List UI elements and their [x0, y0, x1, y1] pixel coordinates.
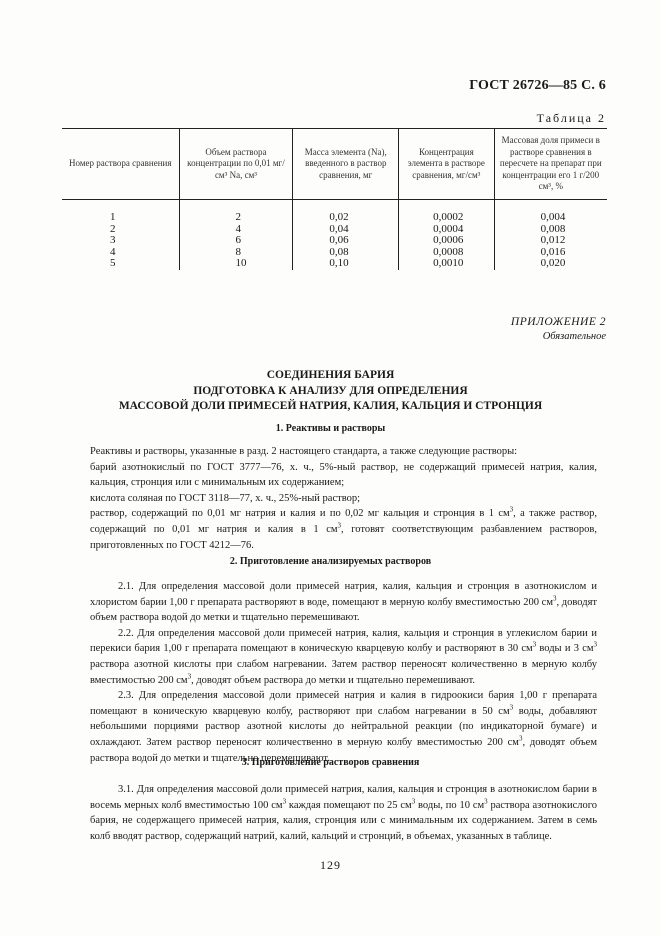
table-cell: 0,020 — [494, 258, 607, 270]
paragraph: раствор, содержащий по 0,01 мг натрия и калия и по 0,02 мг кальция и стронция в 1 $см^3$, а также раствор, содержащий по 0,01 мг натрия и калия в 1 $см^3$, готовят соответствующим разбавлением растворов, приготовленных по ГОСТ 4212—76. — [90, 505, 597, 551]
column-header: Масса элемента (Na), введенного в раствор сравнения, мг — [293, 129, 399, 200]
table-cell: 0,012 — [494, 235, 607, 247]
table-header-row — [62, 129, 607, 200]
section-1-body — [90, 444, 597, 553]
table-cell: 0,0006 — [399, 235, 494, 247]
paragraph: 2.3. Для определения массовой доли примесей натрия и калия в гидроокиси бария 1,00 г препарата помещают в коническую кварцевую колбу, растворяют при слабом нагревании в 50 $см^3$ воды, добавляют небольшими порциями раствор азотной кислоты до нейтральной реакции (по индикаторной бумаге) и охлаждают. Затем раствор переносят количественно в мерную колбу вместимостью 200 $см^3$, доводят объем раствора водой до метки и тщательно перемешивают. — [90, 690, 598, 764]
reference-solutions-table — [62, 128, 607, 270]
paragraph: 2.2. Для определения массовой доли примесей натрия, калия, кальция и стронция в углекислом барии и перекиси бария 1,00 г препарата помещают в коническую кварцевую колбу и растворяют в 30 $см^3$ воды и 3 $см^3$ раствора азотной кислоты при слабом нагревании. Затем раствор переносят количественно в мерную колбу вместимостью 200 $см^3$, доводят объем раствора до метки и тщательно перемешивают. — [90, 627, 597, 686]
section-2-body — [90, 579, 597, 766]
main-title-line: МАССОВОЙ ДОЛИ ПРИМЕСЕЙ НАТРИЯ, КАЛИЯ, КАЛЬЦИЯ И СТРОНЦИЯ — [118, 400, 543, 412]
paragraph: 2.1. Для определения массовой доли примесей натрия, калия, кальция и стронция в азотнокислом и хлористом барии 1,00 г препарата растворяют в воде, помещают в мерную колбу вместимостью 200 $см^3$, доводят объем раствора водой до метки и тщательно перемешивают. — [90, 581, 597, 624]
main-title-line: СОЕДИНЕНИЯ БАРИЯ — [266, 369, 395, 381]
table-cell: 6 — [179, 235, 293, 247]
section-heading: 3. Приготовление растворов сравнения — [241, 757, 420, 768]
table-cell: 2 — [179, 212, 293, 224]
table-cell: 2 — [110, 222, 116, 235]
column-header: Объем раствора концентрации по 0,01 мг/см³ Na, см³ — [179, 129, 293, 200]
table-cell: 0,02 — [293, 212, 399, 224]
table-cell: 0,06 — [293, 235, 399, 247]
main-title — [0, 368, 661, 415]
table-cell: 0,0008 — [399, 247, 494, 259]
paragraph: кислота соляная по ГОСТ 3118—77, х. ч., 25%-ный раствор; — [90, 492, 361, 504]
column-header: Массовая доля примеси в растворе сравнения в пересчете на препарат при концентрации его 1 г/200 см³, % — [494, 129, 607, 200]
main-title-line: ПОДГОТОВКА К АНАЛИЗУ ДЛЯ ОПРЕДЕЛЕНИЯ — [193, 384, 468, 397]
table-cell: 0,08 — [293, 247, 399, 259]
column-header: Концентрация элемента в растворе сравнения, мг/см³ — [399, 129, 494, 200]
appendix-label — [511, 316, 606, 342]
table-cell: 0,10 — [293, 258, 399, 270]
paragraph: 3.1. Для определения массовой доли примесей натрия, калия, кальция и стронция в азотнокислом барии в восемь мерных колб вместимостью 100 $см^3$ каждая помещают по 25 $см^3$ воды, по 10 $см^3$ раствора азотнокислого бария, не содержащего примесей натрия, калия, стронция или с минимальным их содержанием. Затем в семь колб вводят раствор, содержащий натрий, калий, кальций и стронций, в объемах, указанных в таблице. — [90, 784, 598, 842]
table-cell: 0,0004 — [399, 224, 494, 236]
table-row — [62, 212, 607, 224]
table-caption: Таблица 2 — [536, 111, 606, 125]
table-cell: 3 — [110, 234, 116, 246]
table-cell: 0,008 — [494, 224, 607, 236]
paragraph: барий азотнокислый по ГОСТ 3777—76, х. ч., 5%-ный раствор, не содержащий примесей натрия, калия, кальция, стронция или с минимальным их содержанием; — [90, 461, 597, 489]
table-cell: 0,004 — [494, 212, 607, 224]
table-cell: 5 — [110, 257, 116, 269]
table-cell: 8 — [179, 247, 293, 259]
table-cell: 0,0002 — [399, 212, 494, 224]
table-row — [62, 258, 607, 270]
appendix-title: ПРИЛОЖЕНИЕ 2 — [510, 316, 606, 328]
table-cell: 0,0010 — [399, 258, 494, 270]
table-cell: 0,04 — [293, 224, 399, 236]
table-cell: 1 — [110, 211, 116, 223]
table-cell: 10 — [179, 258, 293, 270]
table-cell: 0,016 — [494, 247, 607, 259]
paragraph: Реактивы и растворы, указанные в разд. 2 настоящего стандарта, а также следующие растворы: — [90, 446, 518, 457]
table-cell: 4 — [179, 224, 293, 236]
section-heading: 1. Реактивы и растворы — [275, 423, 386, 434]
column-header: Номер раствора сравнения — [62, 129, 179, 200]
section-heading: 2. Приготовление анализируемых растворов — [229, 556, 432, 567]
document-header: ГОСТ 26726—85 С. 6 — [469, 78, 606, 93]
page-number: 129 — [320, 858, 341, 872]
appendix-status: Обязательное — [542, 331, 606, 342]
table-cell: 4 — [110, 245, 116, 258]
table-row — [62, 235, 607, 247]
section-3-body — [90, 782, 597, 844]
